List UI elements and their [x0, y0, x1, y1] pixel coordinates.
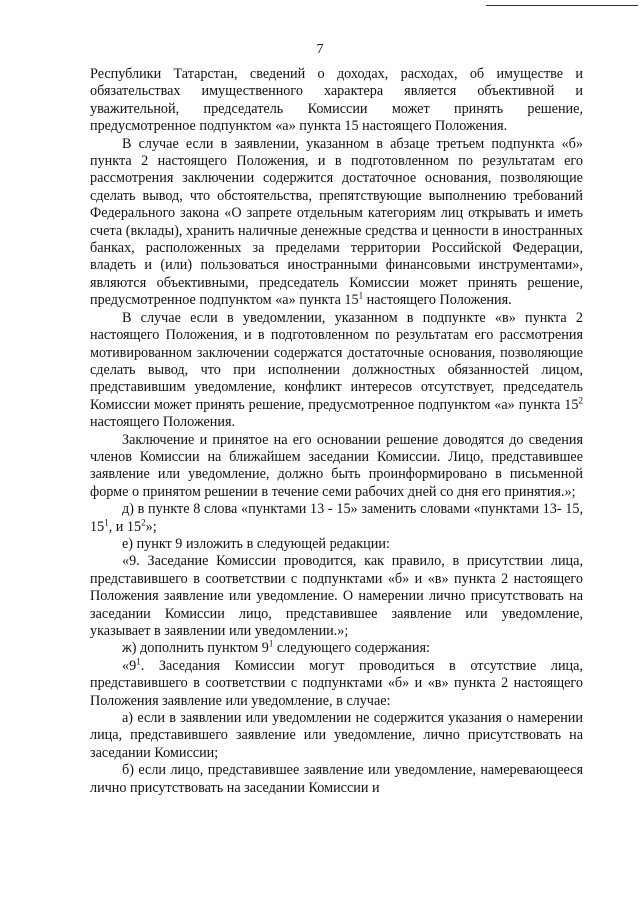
paragraph [90, 553, 583, 640]
paragraph-text: «9. Заседание Комиссии проводится, как правило, в присутствии лица, представившего в соответствии с подпунктами «б» и «в» пункта 2 настоящего Положения заявление или уведомление. О намерении лично присутствовать на заседании Комиссии лицо, представившее заявление или уведомление, указывает в заявлении или уведомлении.»; [90, 553, 583, 639]
paragraph-text: настоящего Положения. [363, 292, 512, 309]
paragraph-text: е) пункт 9 изложить в следующей редакции: [122, 535, 390, 552]
page-number: 7 [316, 42, 324, 57]
paragraph-text: В случае если в уведомлении, указанном в подпункте «в» пункта 2 настоящего Положения, и в подготовленном по результатам его рассмотрения мотивированном заключении содержатся достаточные основания, позволяющие сделать вывод, что при исполнении должностных обязанностей лицом, представившим уведомление, конфликт интересов отсутствует, председатель Комиссии может принять решение, предусмотренное подпунктом «а» пункта 15 [90, 309, 583, 413]
header-rule [486, 5, 638, 6]
superscript: 1 [104, 516, 109, 527]
paragraph-text: следующего содержания: [273, 640, 430, 657]
paragraph [90, 432, 583, 502]
paragraph [90, 658, 583, 710]
paragraph [90, 310, 583, 432]
paragraph-text: »; [145, 518, 157, 535]
superscript: 1 [136, 656, 141, 667]
paragraph-text: «9 [122, 657, 137, 674]
document-body [90, 66, 583, 797]
paragraph-text: В случае если в заявлении, указанном в абзаце третьем подпункта «б» пункта 2 настоящего Положения, и в подготовленном по результатам его рассмотрения заключении содержится достаточное основания, позволяющие сделать вывод, что обстоятельства, препятствующие выполнению требований Федерального закона «О запрете отдельным категориям лиц открывать и иметь счета (вклады), хранить наличные денежные средства и ценности в иностранных банках, расположенных за пределами территории Российской Федерации, владеть и (или) пользоваться иностранными финансовыми инструментами», являются объективными, председатель Комиссии может принять решение, предусмотренное подпунктом «а» пункта 15 [90, 135, 583, 309]
paragraph [90, 762, 583, 797]
paragraph-text: Заключение и принятое на его основании решение доводятся до сведения членов Комиссии на ближайшем заседании Комиссии. Лицо, представившее заявление или уведомление, должно быть проинформировано в письменной форме о принятом решении в течение семи рабочих дней со дня его принятия.»; [90, 431, 583, 500]
paragraph [90, 536, 583, 553]
paragraph [90, 66, 583, 136]
paragraph-text: а) если в заявлении или уведомлении не содержится указания о намерении лица, представившего заявление или уведомление, лично присутствовать на заседании Комиссии; [90, 710, 583, 761]
superscript: 1 [268, 638, 274, 649]
paragraph-text: Республики Татарстан, сведений о доходах, расходах, об имуществе и обязательствах имущественного характера является объективной и уважительной, председатель Комиссии может принять решение, предусмотренное подпунктом «а» пункта 15 настоящего Положения. [90, 66, 583, 135]
superscript: 2 [141, 516, 146, 527]
superscript: 1 [358, 290, 364, 301]
paragraph [90, 136, 583, 310]
paragraph-text: д) в пункте 8 слова «пунктами 13 - 15» заменить словами «пунктами 13- 15, 15 [90, 501, 583, 535]
paragraph-text: б) если лицо, представившее заявление или уведомление, намеревающееся лично присутствовать на заседании Комиссии и [90, 762, 583, 796]
paragraph-text: . Заседания Комиссии могут проводиться в отсутствие лица, представившего в соответствии с подпунктами «б» и «в» пункта 2 настоящего Положения заявление или уведомление, в случае: [90, 657, 583, 709]
paragraph [90, 501, 583, 536]
paragraph-text: , и 15 [108, 518, 142, 535]
paragraph-text: настоящего Положения. [90, 414, 236, 431]
paragraph [90, 640, 583, 657]
paragraph-text: ж) дополнить пунктом 9 [122, 640, 269, 657]
paragraph [90, 710, 583, 762]
superscript: 2 [578, 394, 583, 405]
